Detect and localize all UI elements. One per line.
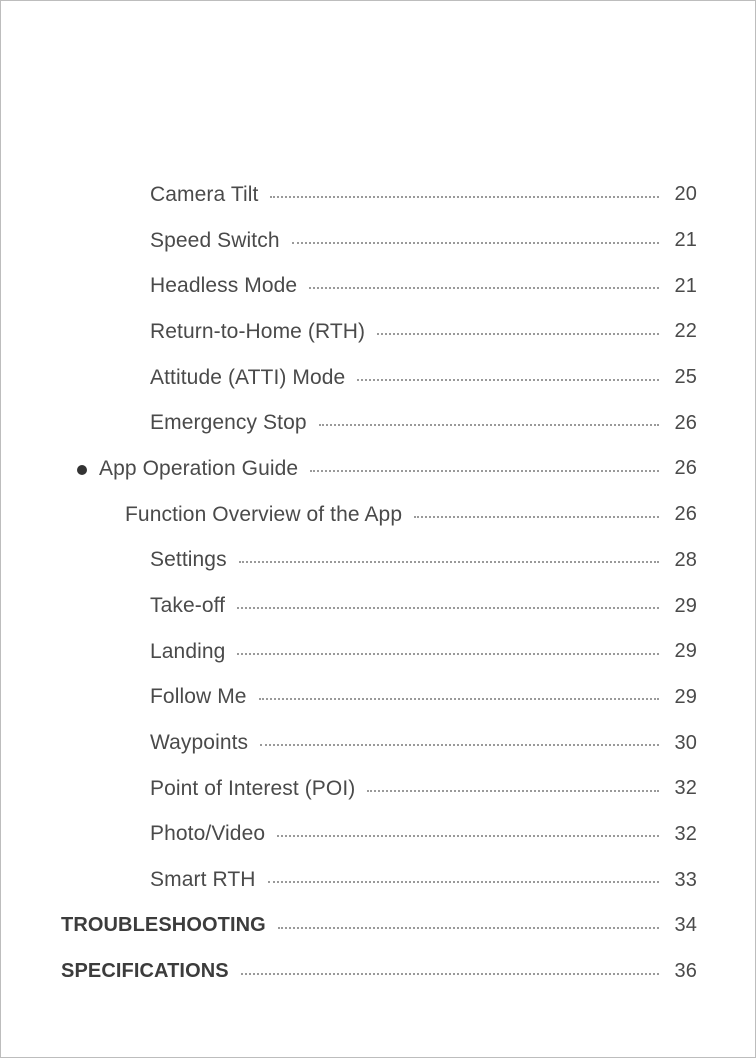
- toc-entry-follow-me[interactable]: [1, 675, 756, 721]
- toc-entry-return-to-home[interactable]: [1, 309, 756, 355]
- toc-entry-camera-tilt[interactable]: [1, 172, 756, 218]
- toc-entry-page: 26: [674, 503, 697, 526]
- dot-leader: [310, 470, 659, 472]
- toc-entry-title: Take-off: [150, 594, 226, 618]
- toc-entry-page: 33: [674, 868, 697, 891]
- toc-entry-page: 29: [674, 640, 697, 663]
- toc-entry-app-operation-guide[interactable]: [1, 446, 756, 492]
- toc-entry-specifications[interactable]: [1, 949, 756, 995]
- toc-entry-title: SPECIFICATIONS: [61, 960, 229, 983]
- toc-entry-title: Photo/Video: [150, 822, 266, 846]
- dot-leader: [367, 790, 659, 792]
- toc-entry-point-of-interest[interactable]: [1, 766, 756, 812]
- dot-leader: [239, 561, 659, 563]
- table-of-contents: [1, 172, 756, 994]
- toc-entry-page: 21: [674, 229, 697, 252]
- toc-entry-page: 29: [674, 594, 697, 617]
- toc-entry-page: 28: [674, 548, 697, 571]
- toc-entry-page: 32: [674, 822, 697, 845]
- toc-entry-emergency-stop[interactable]: [1, 400, 756, 446]
- dot-leader: [237, 653, 659, 655]
- dot-leader: [259, 698, 659, 700]
- toc-entry-title: Waypoints: [150, 731, 249, 755]
- toc-entry-page: 21: [674, 274, 697, 297]
- dot-leader: [237, 607, 659, 609]
- dot-leader: [270, 196, 659, 198]
- dot-leader: [292, 242, 659, 244]
- toc-entry-title: Smart RTH: [150, 868, 256, 892]
- toc-entry-page: 20: [674, 183, 697, 206]
- dot-leader: [260, 744, 659, 746]
- dot-leader: [377, 333, 659, 335]
- dot-leader: [278, 927, 659, 929]
- toc-entry-title: Camera Tilt: [150, 182, 259, 206]
- toc-entry-photo-video[interactable]: [1, 812, 756, 858]
- dot-leader: [357, 379, 659, 381]
- toc-entry-title: Emergency Stop: [150, 411, 307, 435]
- dot-leader: [241, 973, 659, 975]
- toc-entry-atti-mode[interactable]: [1, 355, 756, 401]
- toc-entry-smart-rth[interactable]: [1, 857, 756, 903]
- toc-entry-title: Follow Me: [150, 685, 247, 709]
- toc-entry-title: Speed Switch: [150, 228, 280, 252]
- toc-entry-troubleshooting[interactable]: [1, 903, 756, 949]
- toc-entry-title: App Operation Guide: [99, 456, 299, 480]
- toc-entry-title: Landing: [150, 639, 226, 663]
- dot-leader: [319, 424, 659, 426]
- toc-entry-page: 30: [674, 731, 697, 754]
- toc-entry-title: Return-to-Home (RTH): [150, 319, 366, 343]
- toc-entry-take-off[interactable]: [1, 583, 756, 629]
- toc-entry-page: 34: [674, 914, 697, 937]
- toc-entry-settings[interactable]: [1, 538, 756, 584]
- dot-leader: [268, 881, 659, 883]
- toc-entry-title: Headless Mode: [150, 274, 298, 298]
- toc-entry-waypoints[interactable]: [1, 720, 756, 766]
- toc-entry-page: 36: [674, 960, 697, 983]
- toc-entry-page: 25: [674, 366, 697, 389]
- toc-entry-title: Function Overview of the App: [125, 502, 403, 526]
- toc-entry-function-overview[interactable]: [1, 492, 756, 538]
- bullet-icon: [77, 465, 87, 475]
- toc-entry-title: Attitude (ATTI) Mode: [150, 365, 346, 389]
- toc-entry-page: 26: [674, 411, 697, 434]
- toc-entry-page: 22: [674, 320, 697, 343]
- dot-leader: [277, 835, 659, 837]
- dot-leader: [414, 516, 659, 518]
- toc-entry-title: Point of Interest (POI): [150, 776, 356, 800]
- toc-entry-page: 26: [674, 457, 697, 480]
- toc-entry-page: 32: [674, 777, 697, 800]
- toc-entry-headless-mode[interactable]: [1, 263, 756, 309]
- dot-leader: [309, 287, 659, 289]
- toc-entry-page: 29: [674, 685, 697, 708]
- toc-entry-title: TROUBLESHOOTING: [61, 914, 266, 937]
- toc-entry-speed-switch[interactable]: [1, 218, 756, 264]
- toc-entry-landing[interactable]: [1, 629, 756, 675]
- toc-entry-title: Settings: [150, 548, 227, 572]
